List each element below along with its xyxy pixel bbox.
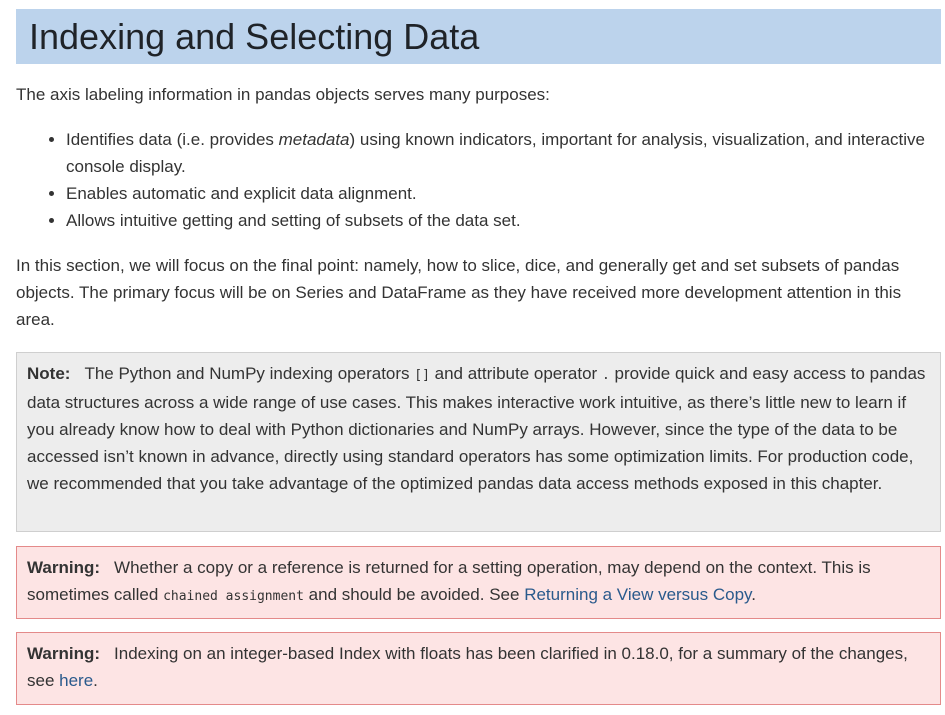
warning-label: Warning:: [27, 644, 101, 663]
code-dot: .: [601, 368, 610, 383]
list-item-text: Identifies data (i.e. provides: [66, 130, 279, 149]
code-brackets: []: [414, 368, 430, 383]
purposes-list: [16, 126, 945, 234]
warning-text: [27, 554, 930, 610]
warning-text: [27, 640, 930, 694]
note-body: The Python and NumPy indexing operators: [84, 364, 415, 383]
warning-body: .: [751, 585, 757, 604]
warning-body: .: [93, 671, 98, 690]
list-item: • Allows intuitive getting and setting of subsets of the data set.: [66, 207, 945, 234]
here-link[interactable]: here: [59, 671, 94, 690]
emphasis-metadata: metadata: [278, 130, 350, 149]
code-chained-assignment: chained assignment: [163, 589, 304, 604]
warning-body: Indexing on an integer-based Index with floats has been clarified in 0.18.0, for a summary of the changes, see: [27, 644, 908, 690]
warning-body: Whether a copy or a reference is returned for a setting operation, may depend on the context. This is sometimes called: [27, 558, 871, 604]
list-item-text: ) using known indicators, important for analysis, visualization, and interactive console display.: [66, 130, 925, 176]
note-body: and attribute operator: [429, 364, 602, 383]
note-text: [27, 360, 930, 497]
intro-paragraph: The axis labeling information in pandas objects serves many purposes:: [16, 85, 550, 104]
note-body: provide quick and easy access to pandas data structures across a wide range of use cases. This makes interactive work intuitive, as there’s little new to learn if you already know how to deal with Python dictionaries and NumPy arrays. However, since the type of the data to be accessed isn’t known in advance, directly using standard operators has some optimization limits. For production code, we recommended that you take advantage of the optimized pandas data access methods exposed in this chapter.: [27, 364, 926, 493]
warning-box-chained-assignment: [16, 546, 941, 619]
note-box: [16, 352, 941, 532]
note-label: Note:: [27, 364, 71, 383]
returning-view-vs-copy-link[interactable]: Returning a View versus Copy: [524, 585, 752, 604]
warning-box-float-indexing: [16, 632, 941, 705]
warning-label: Warning:: [27, 558, 101, 577]
title-banner: [16, 9, 941, 64]
warning-body: and should be avoided. See: [303, 585, 525, 604]
list-item: [66, 126, 945, 180]
list-item: • Enables automatic and explicit data alignment.: [66, 180, 945, 207]
focus-paragraph: In this section, we will focus on the final point: namely, how to slice, dice, and generally get and set subsets of pandas objects. The primary focus will be on Series and DataFrame as they have received more development attention in this area.: [16, 256, 902, 329]
page-title: Indexing and Selecting Data: [29, 16, 480, 57]
